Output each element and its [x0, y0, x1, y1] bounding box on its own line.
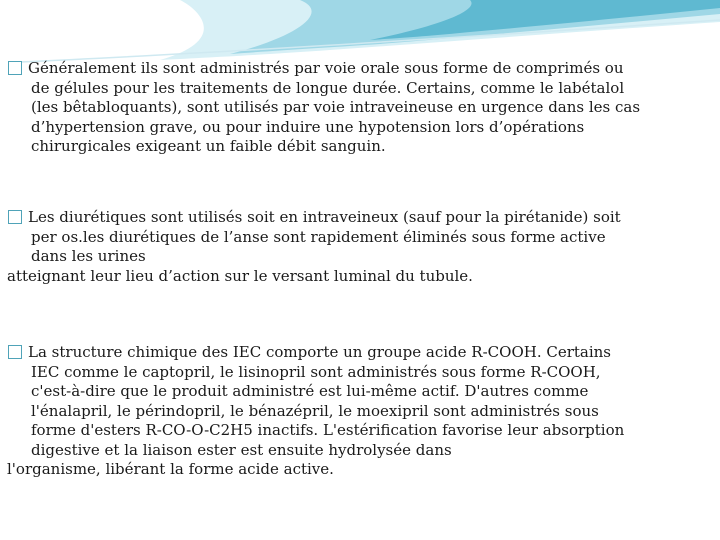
paragraph-1-line-2: de gélules pour les traitements de longue durée. Certains, comme le labétalol	[31, 78, 625, 97]
paragraph-2-line-1	[0, 208, 712, 228]
paragraph-3-line-5: forme d'esters R-CO-O-C2H5 inactifs. L'estérification favorise leur absorption	[31, 421, 625, 439]
paragraph-3-line-1	[0, 343, 712, 363]
paragraph-2-line-1-text: Les diurétiques sont utilisés soit en intraveineux (sauf pour la pirétanide) soit	[28, 208, 621, 226]
paragraph-1	[0, 59, 712, 157]
paragraph-3-line-7: l'organisme, libérant la forme acide active.	[7, 460, 334, 478]
paragraph-2-line-2: per os.les diurétiques de l’anse sont rapidement éliminés sous forme active	[31, 227, 606, 246]
paragraph-1-line-3: (les bêtabloquants), sont utilisés par voie intraveineuse en urgence dans les cas	[31, 98, 641, 116]
paragraph-1-line-1	[0, 59, 712, 79]
paragraph-3-line-6: digestive et la liaison ester est ensuite hydrolysée dans	[31, 440, 452, 459]
paragraph-2	[0, 208, 712, 286]
paragraph-2-line-3: dans les urines	[31, 247, 146, 265]
paragraph-3-line-1-text: La structure chimique des IEC comporte un groupe acide R-COOH. Certains	[28, 343, 612, 361]
paragraph-3-line-3: c'est-à-dire que le produit administré est lui-même actif. D'autres comme	[31, 382, 589, 400]
paragraph-2-line-4: atteignant leur lieu d’action sur le versant luminal du tubule.	[7, 266, 473, 285]
paragraph-3-line-2: IEC comme le captopril, le lisinopril sont administrés sous forme R-COOH,	[31, 362, 601, 381]
square-bullet-icon	[8, 210, 22, 224]
paragraph-3-line-4: l'énalapril, le périndopril, le bénazépril, le moexipril sont administrés sous	[31, 401, 599, 420]
paragraph-1-line-4: d’hypertension grave, ou pour induire une hypotension lors d’opérations	[31, 117, 585, 136]
paragraph-1-line-5: chirurgicales exigeant un faible débit sanguin.	[31, 137, 386, 155]
square-bullet-icon	[8, 61, 22, 75]
paragraph-1-line-1-text: Généralement ils sont administrés par voie orale sous forme de comprimés ou	[28, 59, 624, 77]
paragraph-3	[0, 343, 712, 480]
square-bullet-icon	[8, 345, 22, 359]
